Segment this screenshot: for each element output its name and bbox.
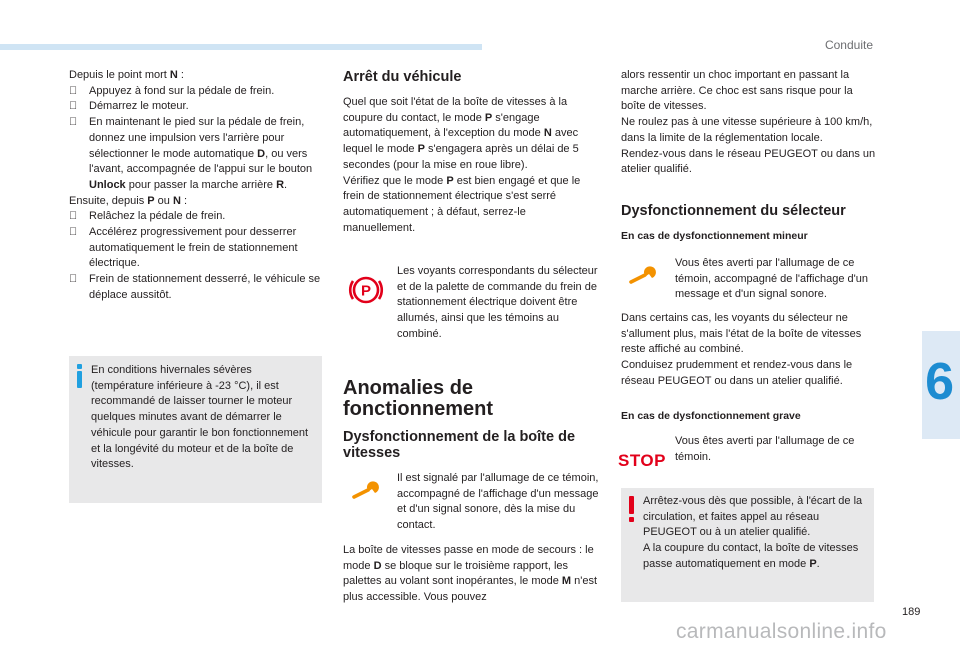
- watermark: carmanualsonline.info: [676, 620, 887, 643]
- paragraph: Quel que soit l'état de la boîte de vitesses à la coupure du contact, le mode P s'engage automatiquement, à l'exception du mode N avec lequel le mode P s'engagera après un délai de 5 secondes (pour la mise en roue libre).: [343, 96, 579, 171]
- list-item: Frein de stationnement desserré, le véhicule se déplace aussitôt.: [69, 272, 327, 303]
- column-1: [69, 68, 327, 304]
- info-note: [69, 356, 322, 503]
- heading-selector: Dysfonctionnement du sélecteur: [621, 203, 846, 219]
- minor-paragraphs: Dans certains cas, les voyants du sélecteur ne s'allument plus, mais l'état de la boîte de vitesses reste affiché au combiné. Conduisez prudemment et rendez-vous dans le réseau PEUGEOT ou dans un atelier qualifié.: [621, 312, 862, 387]
- list-item: Relâchez la pédale de frein.: [69, 209, 327, 225]
- svg-text:P: P: [360, 282, 372, 300]
- column-2: [343, 68, 601, 236]
- heading-gearbox: Dysfonctionnement de la boîte de vitesses: [343, 429, 576, 461]
- then-line: Ensuite, depuis P ou N :: [69, 194, 188, 207]
- intro-line: Depuis le point mort N :: [69, 69, 184, 81]
- list-item: Accélérez progressivement pour desserrer automatiquement le frein de stationnement électrique.: [69, 225, 327, 272]
- header-accent-bar: [0, 44, 482, 50]
- bullet-icon: [69, 84, 77, 100]
- info-note-text: En conditions hivernales sévères (température inférieure à -23 °C), il est recommandé de laisser tourner le moteur quelques minutes avant de démarrer le véhicule pour garantir le bon fonctionnement et la longévité du moteur et de la boîte de vitesses.: [91, 364, 309, 471]
- bullet-icon: [69, 272, 77, 288]
- section-title: Conduite: [824, 38, 873, 52]
- chapter-number: 6: [925, 353, 954, 411]
- bullet-icon: [69, 209, 77, 225]
- warning-note: [621, 488, 874, 602]
- list-item: En maintenant le pied sur la pédale de frein, donnez une impulsion vers l'arrière pour sélectionner le mode automatique D, ou vers l'avant, accompagnée de l'appui sur le bouton Unlock pour passer la marche arrière R.: [69, 115, 327, 194]
- parking-warning-icon: [346, 270, 386, 310]
- wrench-icon-text: Il est signalé par l'allumage de ce témoin, accompagné de l'affichage d'un message et d'un signal sonore, dès la mise du contact.: [397, 472, 599, 532]
- info-icon: [77, 364, 82, 388]
- wrench-icon: [628, 266, 658, 286]
- column-3: [621, 68, 879, 178]
- minor-icon-text: Vous êtes averti par l'allumage de ce témoin, accompagné de l'affichage d'un message et d'un signal sonore.: [675, 257, 868, 301]
- paragraph: Ne roulez pas à une vitesse supérieure à 100 km/h, dans la limite de la réglementation locale.: [621, 116, 873, 144]
- gearbox-paragraph: La boîte de vitesses passe en mode de secours : le mode D se bloque sur le troisième rapport, les palettes au volant sont inopérantes, le mode M n'est plus accessible. Vous pouvez: [343, 544, 598, 604]
- bullet-icon: [69, 99, 77, 115]
- minor-title: En cas de dysfonctionnement mineur: [621, 230, 808, 242]
- list-item: Démarrez le moteur.: [69, 99, 327, 115]
- warning-icon: [629, 496, 635, 522]
- warning-note-text: Arrêtez-vous dès que possible, à l'écart de la circulation, et faites appel au réseau PEUGEOT ou à un atelier qualifié. A la coupure du contact, la boîte de vitesses passe automatiquement en mode P.: [643, 495, 863, 570]
- parking-icon-text: Les voyants correspondants du sélecteur et de la palette de commande du frein de stationnement électrique doivent être allumés, ainsi que les témoins au combiné.: [397, 265, 598, 340]
- wrench-icon: [351, 481, 381, 501]
- svg-text:STOP: STOP: [618, 451, 666, 470]
- heading-anomalies: Anomalies de fonctionnement: [343, 377, 493, 420]
- stop-warning-icon: [618, 448, 666, 470]
- severe-title: En cas de dysfonctionnement grave: [621, 410, 801, 422]
- paragraph: alors ressentir un choc important en passant la marche arrière. Ce choc est sans risque pour la boîte de vitesses.: [621, 69, 853, 113]
- severe-icon-text: Vous êtes averti par l'allumage de ce témoin.: [675, 435, 855, 463]
- paragraph: Vérifiez que le mode P est bien engagé et que le frein de stationnement électrique s'est serré automatiquement ; à défaut, serrez-le manuellement.: [343, 174, 581, 234]
- page-number: 189: [902, 606, 921, 618]
- list-item: Appuyez à fond sur la pédale de frein.: [69, 84, 327, 100]
- bullet-icon: [69, 225, 77, 241]
- heading-stop: Arrêt du véhicule: [343, 69, 462, 85]
- bullet-icon: [69, 115, 77, 131]
- paragraph: Rendez-vous dans le réseau PEUGEOT ou dans un atelier qualifié.: [621, 147, 876, 176]
